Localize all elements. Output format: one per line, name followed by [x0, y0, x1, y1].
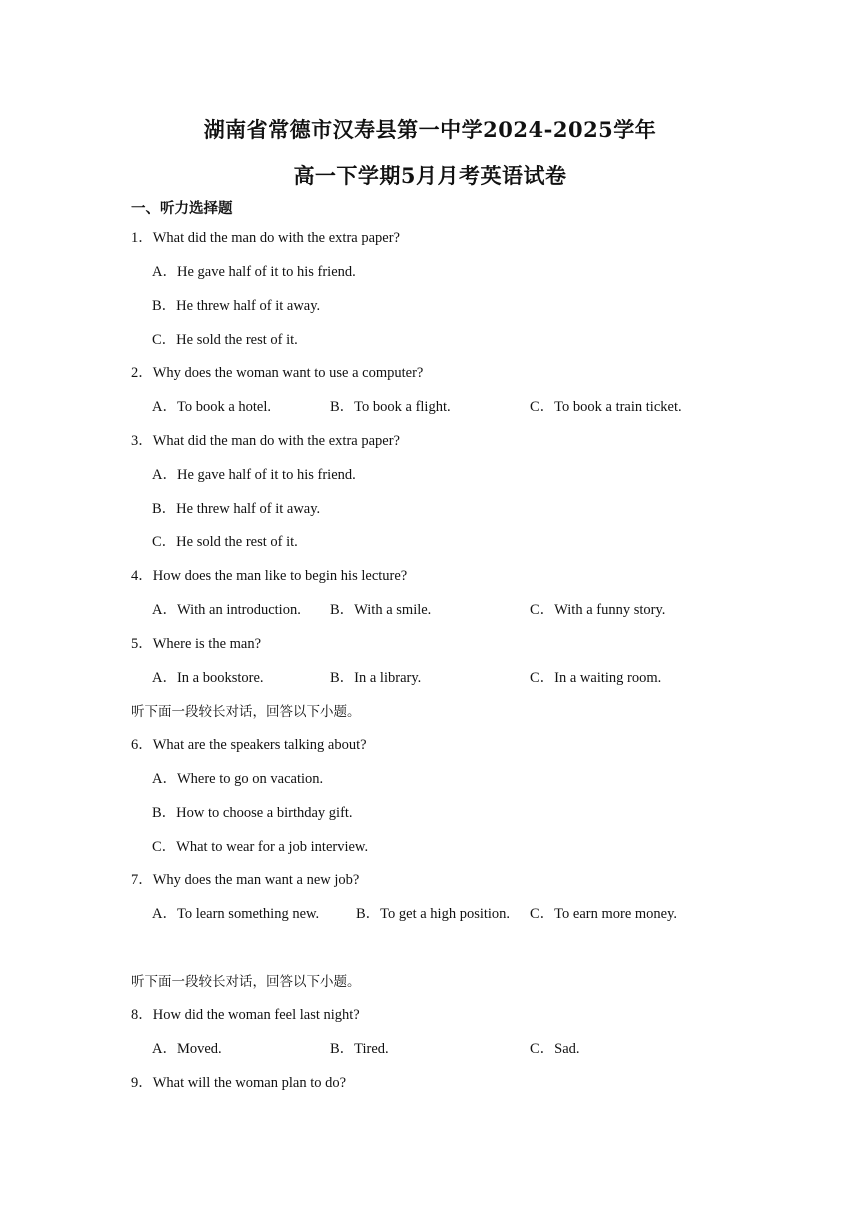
question-8-option-a: A．Moved.: [152, 1041, 222, 1057]
question-5-option-c: C．In a waiting room.: [530, 670, 662, 686]
question-2-option-c: C．To book a train ticket.: [530, 399, 682, 415]
question-8-option-b: B．Tired.: [330, 1041, 389, 1057]
listening-instruction: 听下面一段较长对话，回答以下小题。: [131, 704, 361, 720]
listening-instruction: 听下面一段较长对话，回答以下小题。: [131, 974, 361, 990]
question-6-option-a: A．Where to go on vacation.: [152, 771, 324, 787]
question-1: 1．What did the man do with the extra paper?: [131, 230, 400, 246]
question-3-option-a: A．He gave half of it to his friend.: [152, 467, 356, 483]
question-5-option-b: B．In a library.: [330, 670, 422, 686]
question-7-option-c: C．To earn more money.: [530, 906, 678, 922]
section-heading: 一、听力选择题: [131, 201, 233, 217]
question-6: 6．What are the speakers talking about?: [131, 737, 367, 753]
question-2: 2．Why does the woman want to use a computer?: [131, 365, 424, 381]
question-2-option-b: B．To book a flight.: [330, 399, 451, 415]
question-4-option-b: B．With a smile.: [330, 602, 432, 618]
question-1-option-b: B．He threw half of it away.: [152, 298, 321, 314]
question-4-option-a: A．With an introduction.: [152, 602, 301, 618]
question-9: 9．What will the woman plan to do?: [131, 1075, 347, 1091]
question-7-option-a: A．To learn something new.: [152, 906, 320, 922]
question-1-option-c: C．He sold the rest of it.: [152, 332, 298, 348]
document-title-line2: 高一下学期5月月考英语试卷: [293, 163, 567, 188]
question-4: 4．How does the man like to begin his lecture?: [131, 568, 408, 584]
question-8-option-c: C．Sad.: [530, 1041, 580, 1057]
question-4-option-c: C．With a funny story.: [530, 602, 666, 618]
question-6-option-c: C．What to wear for a job interview.: [152, 839, 369, 855]
question-7: 7．Why does the man want a new job?: [131, 872, 360, 888]
question-1-option-a: A．He gave half of it to his friend.: [152, 264, 356, 280]
question-3: 3．What did the man do with the extra paper?: [131, 433, 400, 449]
question-5: 5．Where is the man?: [131, 636, 262, 652]
question-3-option-b: B．He threw half of it away.: [152, 501, 321, 517]
question-8: 8．How did the woman feel last night?: [131, 1007, 360, 1023]
question-5-option-a: A．In a bookstore.: [152, 670, 264, 686]
document-title-line1: 湖南省常德市汉寿县第一中学2024-2025学年: [203, 117, 657, 142]
question-3-option-c: C．He sold the rest of it.: [152, 534, 298, 550]
question-7-option-b: B．To get a high position.: [356, 906, 511, 922]
question-2-option-a: A．To book a hotel.: [152, 399, 271, 415]
question-6-option-b: B．How to choose a birthday gift.: [152, 805, 353, 821]
